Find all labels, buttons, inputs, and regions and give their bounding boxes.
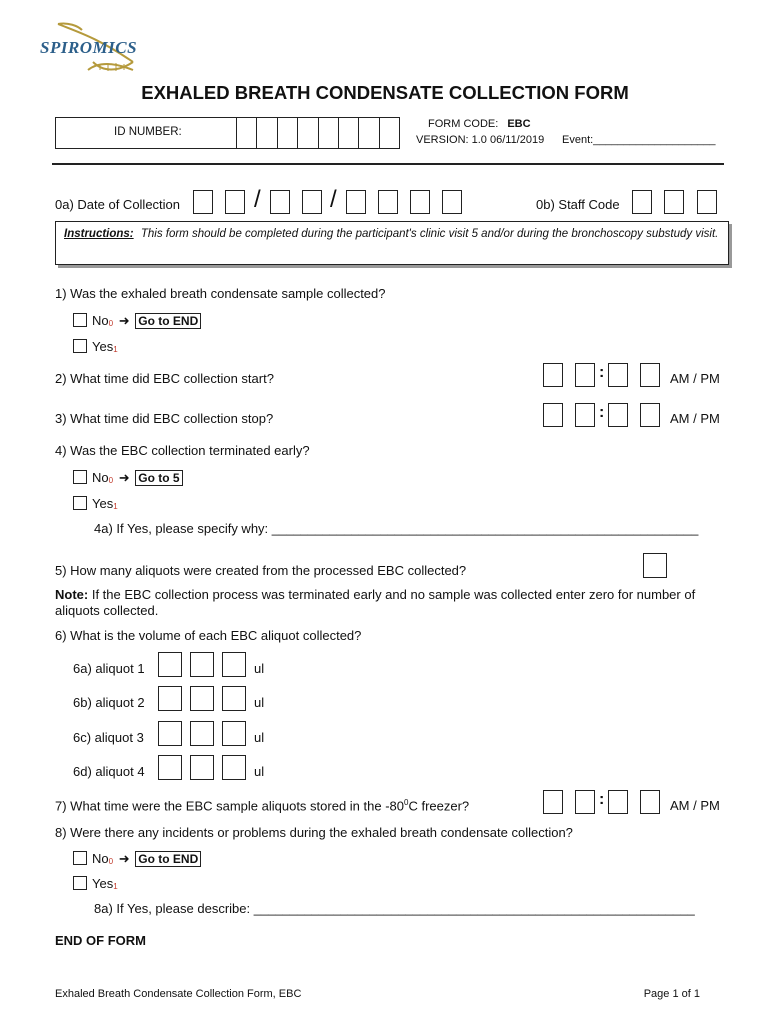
q2-ampm[interactable]: AM / PM (670, 371, 720, 386)
q2-minute-box-1[interactable] (608, 363, 628, 387)
aliquot-1-box-1[interactable] (158, 652, 182, 677)
q2-hour-box-2[interactable] (575, 363, 595, 387)
arrow-right-icon: ➜ (118, 313, 130, 328)
aliquot-3-box-2[interactable] (190, 721, 214, 746)
instructions-text: This form should be completed during the participant's clinic visit 5 and/or during the bronchoscopy substudy visit. (140, 228, 719, 240)
aliquot-2-label: 6b) aliquot 2 (73, 695, 145, 710)
q8-goto-end: Go to END (135, 851, 201, 867)
aliquot-2-unit: ul (254, 695, 265, 710)
date-separator: / (254, 186, 261, 213)
arrow-right-icon: ➜ (118, 851, 130, 866)
form-code-value: EBC (507, 118, 531, 130)
note-label: Note: (55, 587, 89, 602)
date-year-box-4[interactable] (442, 190, 462, 214)
date-year-box-3[interactable] (410, 190, 430, 214)
q1-no-checkbox[interactable] (73, 313, 87, 327)
aliquot-2-box-2[interactable] (190, 686, 214, 711)
question-8a[interactable]: 8a) If Yes, please describe: _____________________________________________________________ (94, 901, 695, 916)
date-year-box-2[interactable] (378, 190, 398, 214)
date-separator: / (330, 186, 337, 213)
page-number: Page 1 of 1 (643, 988, 700, 1000)
footer-title: Exhaled Breath Condensate Collection Form, EBC (55, 988, 302, 1000)
aliquot-1-label: 6a) aliquot 1 (73, 661, 145, 676)
q8-yes-option: Yes1 (92, 876, 118, 891)
aliquot-1-box-2[interactable] (190, 652, 214, 677)
time-colon: : (599, 404, 605, 421)
date-year-box-1[interactable] (346, 190, 366, 214)
q8-no-checkbox[interactable] (73, 851, 87, 865)
instructions-box (55, 221, 729, 265)
q4-goto-5: Go to 5 (135, 470, 182, 486)
aliquot-4-label: 6d) aliquot 4 (73, 764, 145, 779)
instructions-label: Instructions: (64, 228, 134, 240)
aliquot-3-box-3[interactable] (222, 721, 246, 746)
q7-minute-box-1[interactable] (608, 790, 628, 814)
staff-code-box-1[interactable] (632, 190, 652, 214)
q7-ampm[interactable]: AM / PM (670, 798, 720, 813)
q1-yes-option: Yes1 (92, 339, 118, 354)
q2-hour-box-1[interactable] (543, 363, 563, 387)
question-4: 4) Was the EBC collection terminated early? (55, 443, 310, 458)
question-8: 8) Were there any incidents or problems during the exhaled breath condensate collection? (55, 825, 573, 840)
question-4a[interactable]: 4a) If Yes, please specify why: ___________________________________________________________ (94, 521, 699, 536)
version: VERSION: 1.0 06/11/2019 (416, 134, 545, 146)
id-number-label: ID NUMBER: (114, 126, 182, 138)
aliquot-3-box-1[interactable] (158, 721, 182, 746)
note-text: If the EBC collection process was terminated early and no sample was collected enter zero for number of aliquots collected. (55, 587, 696, 618)
q7-hour-box-1[interactable] (543, 790, 563, 814)
question-5: 5) How many aliquots were created from the processed EBC collected? (55, 563, 467, 578)
q4-no-checkbox[interactable] (73, 470, 87, 484)
date-day-box-1[interactable] (270, 190, 290, 214)
aliquot-3-label: 6c) aliquot 3 (73, 730, 144, 745)
q4-yes-option: Yes1 (92, 496, 118, 511)
q3-minute-box-2[interactable] (640, 403, 660, 427)
id-number-box (55, 117, 400, 149)
question-6: 6) What is the volume of each EBC aliquot collected? (55, 628, 362, 643)
date-month-box-2[interactable] (225, 190, 245, 214)
note (55, 587, 727, 619)
aliquot-2-box-1[interactable] (158, 686, 182, 711)
logo-text: SPIROMICS (40, 38, 138, 57)
date-day-box-2[interactable] (302, 190, 322, 214)
question-3: 3) What time did EBC collection stop? (55, 411, 274, 426)
time-colon: : (599, 364, 605, 381)
question-2: 2) What time did EBC collection start? (55, 371, 274, 386)
arrow-right-icon: ➜ (118, 470, 130, 485)
aliquot-4-box-1[interactable] (158, 755, 182, 780)
header-divider (52, 163, 724, 165)
date-of-collection-label: 0a) Date of Collection (55, 197, 181, 212)
q3-hour-box-2[interactable] (575, 403, 595, 427)
q1-goto-end: Go to END (135, 313, 201, 329)
aliquot-1-unit: ul (254, 661, 265, 676)
q2-minute-box-2[interactable] (640, 363, 660, 387)
form-code: FORM CODE: EBC (428, 118, 531, 130)
q8-no-option: No0 ➜ Go to END (92, 851, 201, 867)
q3-hour-box-1[interactable] (543, 403, 563, 427)
page-title: EXHALED BREATH CONDENSATE COLLECTION FORM (141, 82, 629, 103)
question-1: 1) Was the exhaled breath condensate sample collected? (55, 286, 386, 301)
aliquot-1-box-3[interactable] (222, 652, 246, 677)
question-7: 7) What time were the EBC sample aliquots stored in the $-80^0C$ freezer? (55, 798, 470, 814)
q3-ampm[interactable]: AM / PM (670, 411, 720, 426)
end-of-form: END OF FORM (55, 933, 146, 948)
aliquot-4-unit: ul (254, 764, 265, 779)
event-field[interactable]: Event:____________________ (562, 134, 716, 146)
staff-code-box-2[interactable] (664, 190, 684, 214)
logo (38, 18, 148, 76)
q8-yes-checkbox[interactable] (73, 876, 87, 890)
q3-minute-box-1[interactable] (608, 403, 628, 427)
id-number-cells[interactable] (236, 118, 399, 148)
staff-code-box-3[interactable] (697, 190, 717, 214)
q4-yes-checkbox[interactable] (73, 496, 87, 510)
q7-hour-box-2[interactable] (575, 790, 595, 814)
aliquot-2-box-3[interactable] (222, 686, 246, 711)
q5-aliquot-count-box[interactable] (643, 553, 667, 578)
q1-no-option: No0 ➜ Go to END (92, 313, 201, 329)
staff-code-label: 0b) Staff Code (536, 197, 620, 212)
aliquot-3-unit: ul (254, 730, 265, 745)
q4-no-option: No0 ➜ Go to 5 (92, 470, 183, 486)
aliquot-4-box-3[interactable] (222, 755, 246, 780)
aliquot-4-box-2[interactable] (190, 755, 214, 780)
q7-minute-box-2[interactable] (640, 790, 660, 814)
time-colon: : (599, 791, 605, 808)
date-month-box-1[interactable] (193, 190, 213, 214)
q1-yes-checkbox[interactable] (73, 339, 87, 353)
